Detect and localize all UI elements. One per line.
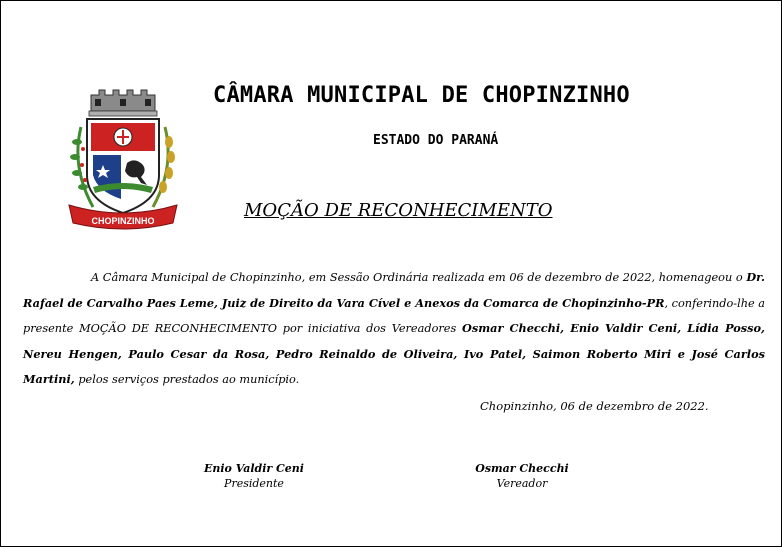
councilors-list: Osmar Checchi, Enio Valdir Ceni, Lídia Posso, Nereu Hengen, Paulo Cesar da Rosa, Pedro Reinaldo de Oliveira, Ivo Patel, Saimon Roberto Miri e José Carlos Martini, [23,321,765,386]
signature-name: Enio Valdir Ceni [204,462,304,475]
signature-role: Vereador [496,477,548,490]
document-date: Chopinzinho, 06 de dezembro de 2022. [480,399,709,413]
municipal-coat-of-arms [63,87,183,237]
page-title: CÂMARA MUNICIPAL DE CHOPINZINHO [213,83,630,108]
crest-label: CHOPINZINHO [91,216,155,226]
state-subtitle: ESTADO DO PARANÁ [373,133,499,148]
body-closing: pelos serviços prestados ao município. [74,373,300,386]
signature-president [169,462,339,490]
document-heading: MOÇÃO DE RECONHECIMENTO [244,200,553,221]
shield-icon [87,119,159,213]
signature-name: Osmar Checchi [475,462,569,475]
body-initiative: por iniciativa dos Vereadores [277,322,463,335]
mural-crown-icon [89,90,157,116]
motion-name: MOÇÃO DE RECONHECIMENTO [79,322,277,335]
signature-councilor [437,462,607,490]
signature-role: Presidente [224,477,284,490]
motion-body [23,265,765,393]
body-conferring: , conferindo-lhe a presente [23,296,765,335]
honoree-name: Dr. Rafael de Carvalho Paes Leme, Juiz de Direito da Vara Cível e Anexos da Comarca de Chopinzinho-PR [23,270,765,310]
body-intro: A Câmara Municipal de Chopinzinho, em Sessão Ordinária realizada em 06 de dezembro de 2022, homenageou o [91,271,747,284]
